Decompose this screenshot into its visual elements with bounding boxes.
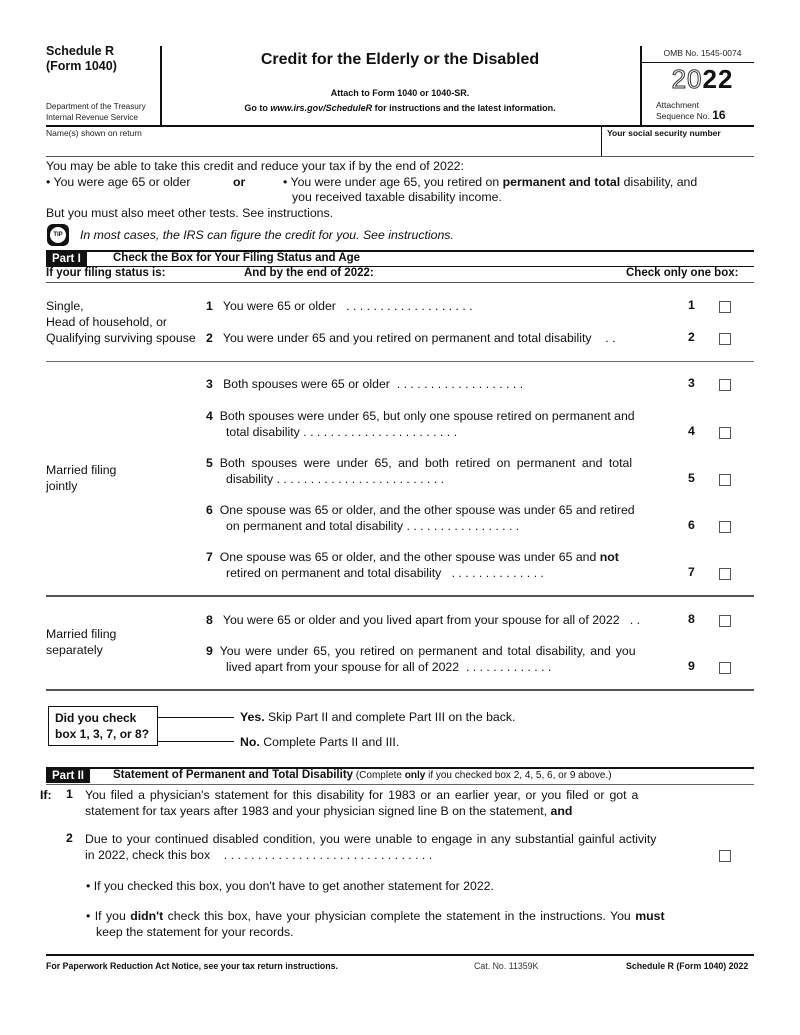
box-number-3: 3 (688, 376, 695, 390)
ssn-divider (601, 126, 602, 156)
line-text: You were under 65, you retired on permanent and total disability, and you (219, 644, 636, 658)
line-8 (206, 612, 686, 628)
part2-title: Statement of Permanent and Total Disability (113, 769, 354, 781)
no-answer (240, 735, 399, 749)
question-line1: Did you check (55, 711, 137, 725)
part2-bullet2 (86, 908, 756, 940)
intro-line3: But you must also meet other tests. See instructions. (46, 206, 334, 220)
leader-dots: . . (605, 331, 616, 345)
names-label: Name(s) shown on return (46, 128, 142, 138)
status-mfs-group (46, 626, 116, 658)
header-bottom-rule (46, 125, 754, 127)
form-title: Credit for the Elderly or the Disabled (260, 51, 540, 68)
part2-note: (Complete (353, 770, 405, 781)
name-row-rule (46, 156, 754, 157)
item2-line2: in 2022, check this box (85, 848, 211, 862)
intro-or: or (233, 175, 246, 189)
line-number: 1 (206, 299, 213, 313)
line-text: You were under 65 and you retired on permanent and total disability (222, 331, 592, 345)
checkbox-part2-line2[interactable] (719, 850, 731, 862)
leader-dots: . . . . . . . . . . . . . (465, 660, 552, 674)
part1-title: Check the Box for Your Filing Status and Age (113, 252, 361, 264)
bullet2-text-mid: check this box, have your physician complete the statement in the instructions. You (163, 909, 636, 923)
intro-bullet2 (283, 175, 697, 190)
year-outline: 20 (671, 64, 703, 94)
status-line: Qualifying surviving spouse (46, 331, 196, 345)
box-number-6: 6 (688, 518, 695, 532)
line-number: 3 (206, 377, 213, 391)
leader-dots: . . . . . . . . . . . . . . . . . . . (346, 299, 473, 313)
line-number: 4 (206, 409, 213, 423)
part2-title-row (113, 769, 612, 781)
checkbox-line-1[interactable] (719, 301, 731, 313)
part2-note-bold: only (404, 770, 426, 781)
header-divider-right (640, 46, 642, 125)
dept-line1: Department of the Treasury (46, 102, 146, 111)
footer-form-id: Schedule R (Form 1040) 2022 (626, 961, 749, 971)
bullet2-bold-didnt: didn't (130, 909, 164, 923)
box-number-7: 7 (688, 565, 695, 579)
line-text: One spouse was 65 or older, and the other spouse was under 65 and (219, 550, 600, 564)
tip-icon-text: TIP (50, 227, 66, 243)
line-text-cont: retired on permanent and total disability (226, 566, 442, 580)
omb-rule (641, 62, 754, 63)
bullet2-bold: permanent and total (502, 175, 621, 189)
box-number-2: 2 (688, 330, 695, 344)
tax-year (645, 64, 760, 94)
group1-rule (46, 361, 754, 362)
year-bold: 22 (702, 64, 734, 94)
question-line2: box 1, 3, 7, or 8? (55, 727, 150, 741)
goto-url[interactable]: www.irs.gov/ScheduleR (270, 103, 373, 113)
attach-instruction: Attach to Form 1040 or 1040-SR. (330, 88, 470, 98)
status-mfj-group (46, 462, 116, 494)
line-number: 5 (206, 456, 213, 470)
group2-rule (46, 595, 754, 597)
status-line: separately (46, 643, 103, 657)
line-7 (206, 549, 681, 581)
line-3 (206, 376, 676, 392)
attachment-sequence (656, 100, 726, 121)
sequence-number: 16 (712, 108, 726, 122)
checkbox-line-2[interactable] (719, 333, 731, 345)
checkbox-line-7[interactable] (719, 568, 731, 580)
line-text-cont: on permanent and total disability (226, 519, 404, 533)
yes-answer (240, 710, 515, 724)
goto-prefix: Go to (244, 103, 271, 113)
ssn-label: Your social security number (607, 128, 721, 138)
item2-line1: Due to your continued disabled condition, you were unable to engage in any substantial gainful activity (85, 832, 657, 846)
line-1 (206, 298, 676, 314)
box-number-4: 4 (688, 424, 695, 438)
part2-note-end: if you checked box 2, 4, 5, 6, or 9 above.) (425, 770, 612, 781)
line-number: 8 (206, 613, 213, 627)
line-number: 2 (206, 331, 213, 345)
checkbox-line-4[interactable] (719, 427, 731, 439)
line-6 (206, 502, 681, 534)
names-field[interactable] (48, 140, 598, 156)
line-9 (206, 643, 681, 675)
part1-header-rule (46, 282, 754, 283)
leader-dots: . . . . . . . . . . . . . . . . . . . . . . . . . (276, 472, 445, 486)
line-4 (206, 408, 681, 440)
schedule-label: Schedule R (46, 44, 115, 58)
line-text-cont: lived apart from your spouse for all of 2022 (226, 660, 460, 674)
line-text-cont: total disability (226, 425, 300, 439)
checkbox-line-5[interactable] (719, 474, 731, 486)
line-text: Both spouses were under 65, but only one spouse retired on permanent and (219, 409, 635, 423)
intro-bullet2-cont: you received taxable disability income. (292, 190, 502, 204)
intro-line1: You may be able to take this credit and reduce your tax if by the end of 2022: (46, 159, 464, 173)
checkbox-line-3[interactable] (719, 379, 731, 391)
footer-rule (46, 954, 754, 956)
checkbox-line-9[interactable] (719, 662, 731, 674)
leader-dots: . . . . . . . . . . . . . . . . . (406, 519, 520, 533)
line-text: You were 65 or older (222, 299, 336, 313)
box-number-1: 1 (688, 298, 695, 312)
footer-cat-no: Cat. No. 11359K (474, 961, 539, 971)
col-check-one: Check only one box: (626, 267, 739, 279)
item1-line2: statement for tax years after 1983 and your physician signed line B on the statement, (85, 804, 551, 818)
line-text-bold: not (599, 550, 619, 564)
status-single-group (46, 298, 196, 346)
question-box (48, 706, 158, 746)
no-connector (158, 741, 234, 742)
checkbox-line-6[interactable] (719, 521, 731, 533)
yes-label: Yes. (240, 710, 265, 724)
yes-connector (158, 717, 234, 718)
if-label: If: (40, 788, 52, 802)
line-number: 6 (206, 503, 213, 517)
part2-item2-number: 2 (66, 831, 73, 845)
col-filing-status: If your filing status is: (46, 267, 166, 279)
part2-bullet1: • If you checked this box, you don't have to get another statement for 2022. (86, 879, 494, 893)
leader-dots: . . . . . . . . . . . . . . (451, 566, 544, 580)
line-text: You were 65 or older and you lived apart from your spouse for all of 2022 (222, 613, 620, 627)
no-label: No. (240, 735, 260, 749)
bullet2-text-end: keep the statement for your records. (96, 925, 294, 939)
part2-item1-number: 1 (66, 787, 73, 801)
schedule-name (46, 44, 117, 74)
line-5 (206, 455, 681, 487)
item1-and: and (550, 804, 573, 818)
status-line: jointly (46, 479, 78, 493)
status-line: Married filing (46, 627, 117, 641)
attachment-label: Attachment (656, 100, 699, 110)
omb-number: OMB No. 1545-0074 (663, 48, 742, 58)
intro-bullet1: • You were age 65 or older (46, 175, 191, 189)
no-text: Complete Parts II and III. (259, 735, 400, 749)
leader-dots: . . . . . . . . . . . . . . . . . . . . . . . (303, 425, 457, 439)
leader-dots: . . (629, 613, 641, 627)
box-number-8: 8 (688, 612, 695, 626)
goto-suffix: for instructions and the latest information. (372, 103, 556, 113)
goto-instruction (160, 103, 640, 113)
line-text: One spouse was 65 or older, and the other spouse was under 65 and retired (219, 503, 635, 517)
line-text: Both spouses were under 65, and both retired on permanent and total (219, 456, 633, 470)
bullet2-text: • You were under age 65, you retired on (283, 175, 503, 189)
part2-item1 (85, 787, 755, 819)
item1-line1: You filed a physician's statement for this disability for 1983 or an earlier year, or you filed or got a (85, 788, 639, 802)
box-number-5: 5 (688, 471, 695, 485)
bullet2-text-end: disability, and (620, 175, 698, 189)
checkbox-line-8[interactable] (719, 615, 731, 627)
status-line: Married filing (46, 463, 117, 477)
bullet2-text: • If you (86, 909, 131, 923)
bullet2-bold-must: must (635, 909, 665, 923)
department (46, 101, 146, 123)
status-line: Head of household, or (46, 315, 168, 329)
line-text-cont: disability (226, 472, 274, 486)
status-line: Single, (46, 299, 84, 313)
leader-dots: . . . . . . . . . . . . . . . . . . . . . . . . . . . . . . . (223, 848, 433, 862)
dept-line2: Internal Revenue Service (46, 113, 138, 122)
ssn-field[interactable] (606, 140, 752, 156)
part2-item2 (85, 831, 725, 863)
line-2 (206, 330, 686, 346)
line-number: 9 (206, 644, 213, 658)
footer-paperwork-notice: For Paperwork Reduction Act Notice, see your tax return instructions. (46, 961, 338, 971)
part1-label: Part I (46, 252, 87, 266)
leader-dots: . . . . . . . . . . . . . . . . . . . (396, 377, 524, 391)
col-end-of-year: And by the end of 2022: (244, 267, 374, 279)
line-text: Both spouses were 65 or older (223, 377, 390, 391)
part2-label: Part II (46, 769, 90, 783)
part2-title-rule (46, 784, 754, 785)
box-number-9: 9 (688, 659, 695, 673)
yes-text: Skip Part II and complete Part III on the back. (264, 710, 516, 724)
group3-rule (46, 689, 754, 691)
tip-text: In most cases, the IRS can figure the credit for you. See instructions. (80, 228, 454, 242)
tip-icon (47, 224, 69, 246)
form-label: (Form 1040) (46, 59, 117, 73)
sequence-label: Sequence No. (656, 111, 710, 121)
line-number: 7 (206, 550, 213, 564)
